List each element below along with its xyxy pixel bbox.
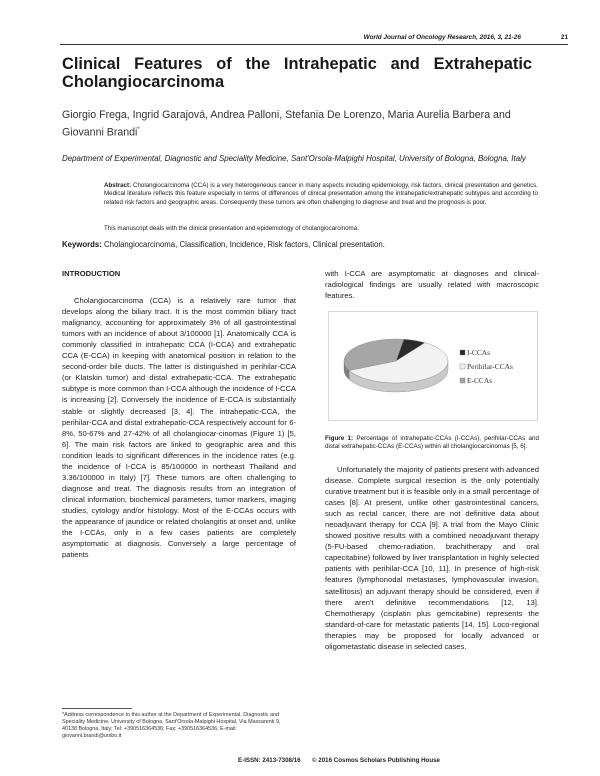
legend-swatch-e-ccas [460,378,465,383]
legend-swatch-perihilar-ccas [460,364,465,369]
author-mark: * [137,127,140,133]
title-line-2: Cholangiocarcinoma [62,73,225,91]
footer-copyright: © 2016 Cosmos Scholars Publishing House [312,757,441,764]
keywords [62,240,540,250]
figure-1 [328,311,538,421]
keywords-text: Cholangiocarcinoma, Classification, Incidence, Risk factors, Clinical presentation. [104,240,385,249]
author-list [62,108,537,141]
header-rule [60,44,568,45]
footer-issn: E-ISSN: 2413-7308/16 [238,757,301,764]
running-header [60,34,568,41]
journal-citation: World Journal of Oncology Research, 2016, 3, 21-26 [363,34,521,41]
abstract [104,182,538,207]
left-column [62,268,296,560]
author-names: Giorgio Frega, Ingrid Garajová, Andrea Palloni, Stefania De Lorenzo, Maria Aurelia Barbera and Giovanni Brandi [62,109,511,139]
intro-paragraph-1-continued: with I-CCA are asymptomatic at diagnoses and clinical-radiological findings are usually related with macroscopic features. [325,269,539,301]
abstract-note: This manuscript deals with the clinical presentation and epidemiology of cholangiocarcinoma. [104,225,359,232]
correspondence-footnote: *Address correspondence to this author at the Department of Experimental, Diagnostic and Speciality Medicine, University of Bologna, Sant'Orsola-Malpighi Hospital, Via Massarenti 9, 40138 Bologna, Italy; Tel: +390516364536; Fax: +390516364536; E-mail: giovanni.brandi@unibo.it [62,712,281,739]
pie-chart [328,311,538,421]
affiliation: Department of Experimental, Diagnostic and Speciality Medicine, Sant'Orsola-Malpighi Hospital, University of Bologna, Bologna, Italy [62,154,526,163]
page-number: 21 [560,34,568,41]
title-line-1: Clinical Features of the Intrahepatic and Extrahepatic [62,55,532,73]
legend-label-i-ccas: I-CCAs [467,348,490,357]
abstract-text: Cholangiocarcinoma (CCA) is a very heterogeneous cancer in many aspects including epidemiology, risk factors, clinical presentation and genetics. Medical literature reflects this feature especially in terms of differences of clinical presentation among the intrahepatic/extrahepatic subtypes and according to related risk factors and geographic areas. Consequently these tumors are often challenging to diagnose and treat and the prognosis is poor. [104,182,538,206]
right-column-top [325,268,539,301]
legend-label-perihilar-ccas: Perihilar-CCAs [467,362,513,371]
legend-swatch-i-ccas [460,350,465,355]
legend-label-e-ccas: E-CCAs [467,376,493,385]
footnote-rule [62,708,132,709]
keywords-label: Keywords: [62,240,102,249]
paper-title [62,55,532,91]
intro-paragraph-2: Unfortunately the majority of patients present with advanced disease. Complete surgical resection is the only potentially curative treatment but it is feasible only in a small percentage of cases [8]. At present, unlike other gastrointestinal cancers, such as rectal cancer, there are not definitive data about neoadjuvant therapy for CCA [9]. A trial from the Mayo Clinic showed positive results with a combined neoadjuvant therapy (5-FU-based chemo-radiation, brachitherapy and oral capecitabine) followed by liver transplantation in highly selected patients with perihilar-CCA [10, 11]. In presence of high-risk features (lymphonodal metastases, lymphovascular invasion, satellitosis) an adjuvant therapy should be considered, even if there aren't definitive recommendations [12, 13]. Chemotherapy (cisplatin plus gemcitabine) represents the standard-of-care for metastatic patients [14, 15]. Loco-regional therapies may be proposed for locally advanced or oligometastatic disease in selected cases. [325,465,540,651]
abstract-label: Abstract: [104,182,132,189]
figure-caption-text: Percentage of intrahepatic-CCAs (I-CCAs), perihilar-CCAs and distal extrahepatic-CCAs (E-CCAs) within all cholangiocarcinomas [5, 6]. [325,435,540,451]
section-heading-introduction: INTRODUCTION [62,269,121,278]
pie-slices [344,339,448,383]
intro-paragraph-1: Cholangiocarcinoma (CCA) is a relatively rare tumor that develops along the biliary tract. It is the most common biliary tract malignancy, accounting for approximately 3% of all gastrointestinal tumors with an incidence of about 3/100000 [1]. Anatomically CCA is commonly classified in intrahepatic CCA (I-CCA) and extrahepatic CCA (E-CCA) in keeping with anatomical position in relation to the second-order bile ducts. The latter is distinguished in perihilar-CCA (or Klatskin tumor) and distal extrahepatic-CCA. The extrahepatic subtype is more common than I-CCA although the incidence of I-CCA is increasing [2]. Conversely the incidence of E-CCA is substantially stable or slightly decreased [3, 4]. The intrahepatic-CCA, the perihilar-CCA and distal extrahepatic-CCA respectively account for 6-8%, 50-67% and 27-42% of all cholangiocar-cinomas (Figure 1) [5, 6]. The main risk factors are linked to geographic area and this condition leads to significant differences in the incidence rates (e.g. the incidence of I-CCA is 85/100000 in northeast Thailand and 3.36/100000 in Italy) [7]. These tumors are often challenging to diagnose and treat. The diagnosis results from an integration of clinical information, biochemical parameters, tumor markers, imaging studies, cytology and/or histology. Most of the E-CCAs occurs with the appearance of jaundice or related cholangitis at onset and, unlike the I-CCAs, only in a few cases patients are completely asymptomatic at diagnosis. Conversely a large percentage of patients [62,296,296,560]
right-column-bottom [325,464,539,652]
figure-label: Figure 1: [325,435,354,442]
figure-caption [325,435,539,452]
